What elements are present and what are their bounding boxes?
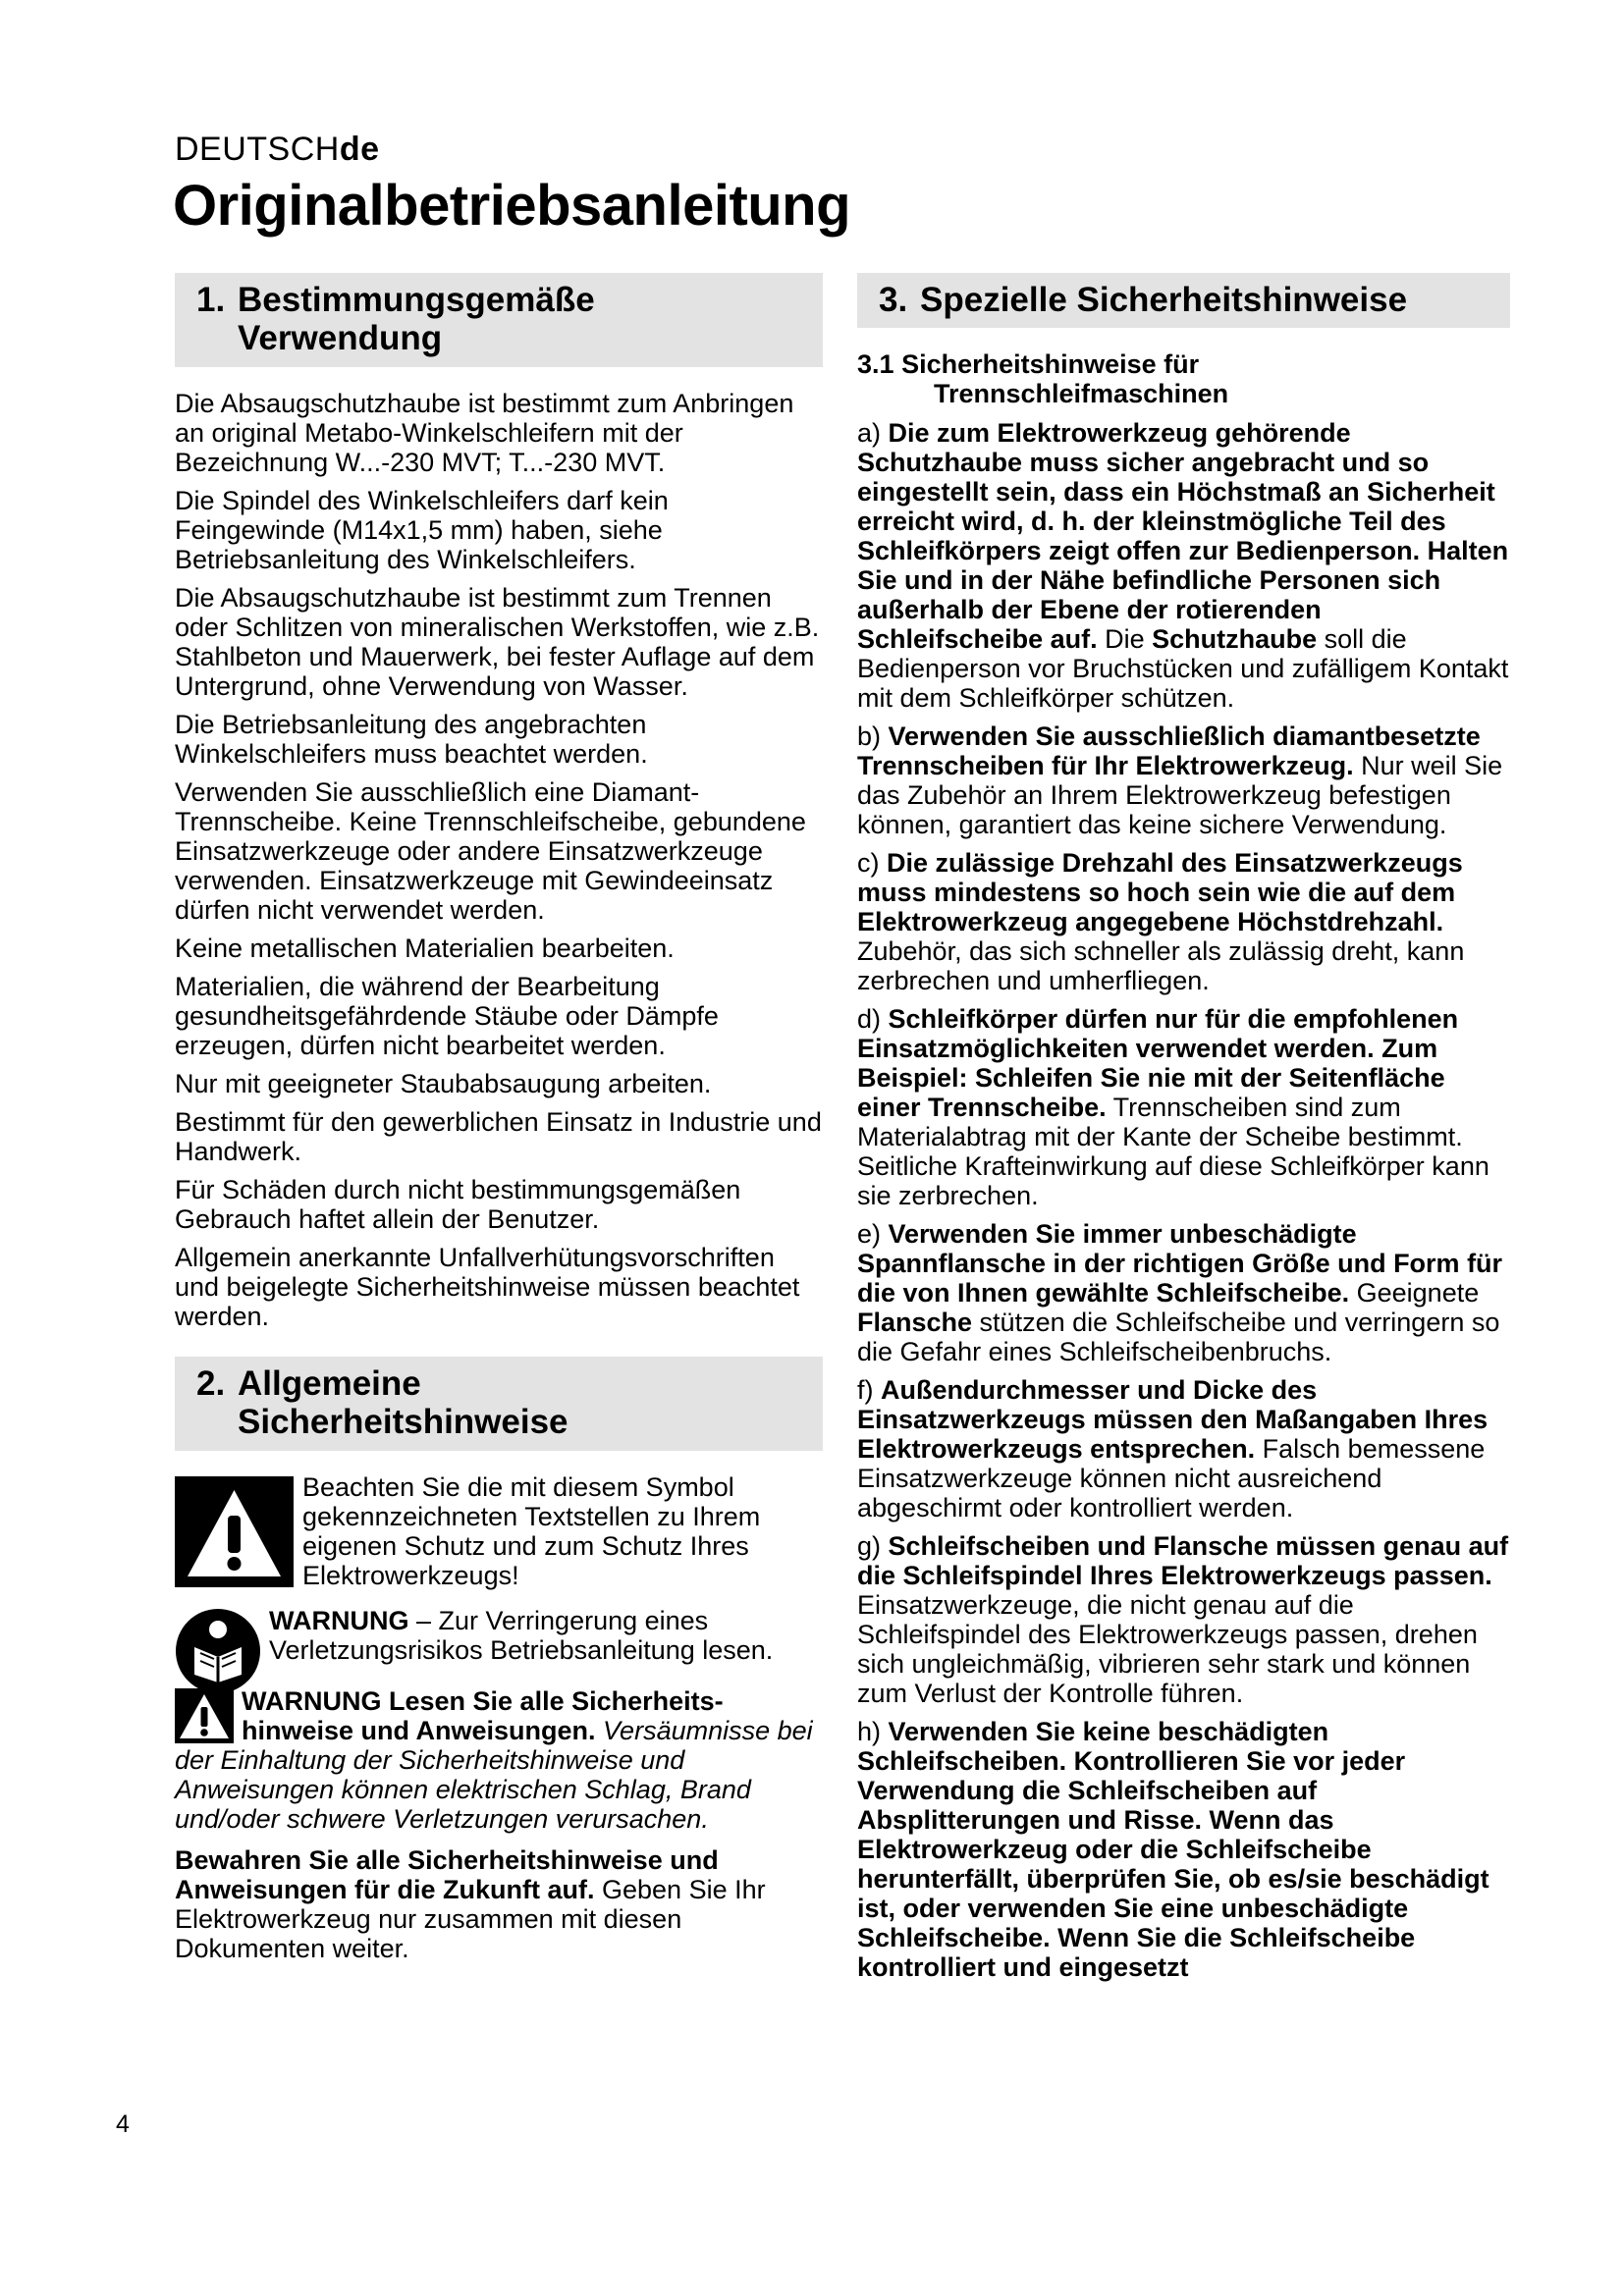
section-2-title-line1: Allgemeine	[238, 1364, 421, 1403]
section-1-paragraph: Nur mit geeigneter Staubabsaugung arbeiten.	[175, 1069, 712, 1098]
safety-item-d	[857, 1004, 1510, 1210]
item-text: Trennscheiben sind zum Materialabtrag mit der Kante der Scheibe bestimmt. Seitliche Krafteinwirkung auf diese Schleifkörper kann sie zerbrechen.	[857, 1093, 1489, 1210]
section-1-paragraph: Die Betriebsanleitung des angebrachten Winkelschleifers muss beachtet werden.	[175, 710, 648, 769]
item-label: b)	[857, 721, 889, 751]
item-bold: Außendurchmesser und Dicke des Einsatzwerkzeugs müssen den Maßangaben Ihres Elektrowerkzeugs entsprechen.	[857, 1375, 1489, 1464]
right-column	[857, 273, 1510, 1991]
safety-item-b	[857, 721, 1510, 839]
item-text: Die	[1097, 624, 1153, 654]
safety-item-c	[857, 848, 1510, 995]
item-label: g)	[857, 1531, 889, 1561]
keep-instructions-text: Geben Sie Ihr Elektrowerkzeug nur zusammen mit diesen Dokumenten weiter.	[175, 1875, 766, 1963]
subsection-title-line2: Trennschleifmaschinen	[934, 379, 1229, 408]
item-bold: Schleifkörper dürfen nur für die empfohlenen Einsatzmöglichkeiten verwendet werden. Zum Beispiel: Schleifen Sie nie mit der Seitenfläche einer Trennscheibe.	[857, 1004, 1459, 1122]
item-bold: Verwenden Sie immer unbeschädigte Spannflansche in der richtigen Größe und Form für die von Ihnen gewählte Schleifscheibe.	[857, 1219, 1503, 1308]
item-bold: Verwenden Sie ausschließlich diamantbesetzte Trennscheiben für Ihr Elektrowerkzeug.	[857, 721, 1481, 780]
section-1-paragraph: Die Absaugschutzhaube ist bestimmt zum Anbringen an original Metabo-Winkelschleifern mit der Bezeichnung W...-230 MVT; T...-230 MVT.	[175, 389, 794, 477]
warning-triangle-small-icon	[175, 1688, 234, 1743]
warning-text: – Zur Verringerung eines Verletzungsrisikos Betriebsanleitung lesen.	[269, 1606, 774, 1665]
section-1-title-line2: Verwendung	[238, 319, 443, 357]
safety-item-f	[857, 1375, 1510, 1522]
item-text-2: soll die Bedienperson vor Bruchstücken und zufälligem Kontakt mit dem Schleifkörper schützen.	[857, 624, 1509, 713]
item-text: Einsatzwerkzeuge, die nicht genau auf die Schleifspindel des Elektrowerkzeugs passen, drehen sich ungleichmäßig, vibrieren sehr stark und können zum Verlust der Kontrolle führen.	[857, 1590, 1478, 1708]
general-warning-bold: WARNUNG Lesen Sie alle Sicherheits-hinweise und Anweisungen.	[242, 1686, 724, 1745]
read-manual-warning	[175, 1606, 823, 1665]
item-label: h)	[857, 1717, 889, 1746]
item-bold: Die zulässige Drehzahl des Einsatzwerkzeugs muss mindestens so hoch sein wie die auf dem Elektrowerkzeug angegebene Höchstdrehzahl.	[857, 848, 1463, 936]
item-text: Nur weil Sie das Zubehör an Ihrem Elektrowerkzeug befestigen können, garantiert das keine sichere Verwendung.	[857, 751, 1503, 839]
safety-item-h	[857, 1717, 1510, 1982]
page-title: Originalbetriebsanleitung	[173, 174, 851, 238]
keep-instructions	[175, 1845, 823, 1963]
item-label: c)	[857, 848, 887, 878]
item-bold-2: Schutzhaube	[1152, 624, 1318, 654]
section-3-heading	[857, 273, 1510, 328]
section-1-paragraph: Für Schäden durch nicht bestimmungsgemäßen Gebrauch haftet allein der Benutzer.	[175, 1175, 741, 1234]
section-3-number: 3.	[879, 281, 908, 319]
page-number: 4	[116, 2110, 130, 2138]
section-1-heading	[175, 273, 823, 367]
read-manual-icon	[175, 1608, 261, 1694]
section-1-title-line1: Bestimmungsgemäße	[238, 281, 595, 319]
item-bold-2: Flansche	[857, 1308, 973, 1337]
read-manual-text	[269, 1606, 823, 1665]
keep-instructions-bold: Bewahren Sie alle Sicherheitshinweise und Anweisungen für die Zukunft auf.	[175, 1845, 719, 1904]
section-1-paragraph: Allgemein anerkannte Unfallverhütungsvorschriften und beigelegte Sicherheitshinweise müssen beachtet werden.	[175, 1243, 800, 1331]
item-bold: Schleifscheiben und Flansche müssen genau auf die Schleifspindel Ihres Elektrowerkzeugs passen.	[857, 1531, 1509, 1590]
safety-item-a	[857, 418, 1510, 713]
item-bold: Verwenden Sie keine beschädigten Schleifscheiben. Kontrollieren Sie vor jeder Verwendung die Schleifscheiben auf Absplitterungen und Risse. Wenn das Elektrowerkzeug oder die Schleifscheibe herunterfällt, überprüfen Sie, ob es/sie beschädigt ist, oder verwenden Sie eine unbeschädigte Schleifscheibe. Wenn Sie die Schleifscheibe kontrolliert und eingesetzt	[857, 1717, 1489, 1982]
item-text: Geeignete	[1349, 1278, 1480, 1308]
language-label	[175, 131, 380, 169]
safety-item-g	[857, 1531, 1510, 1708]
section-1-paragraph: Bestimmt für den gewerblichen Einsatz in Industrie und Handwerk.	[175, 1107, 822, 1166]
item-label: d)	[857, 1004, 889, 1034]
section-2-heading	[175, 1357, 823, 1451]
section-3-title: Spezielle Sicherheitshinweise	[920, 281, 1408, 319]
section-1-paragraph: Keine metallischen Materialien bearbeiten.	[175, 934, 675, 963]
general-warning	[175, 1686, 823, 1834]
item-label: e)	[857, 1219, 889, 1249]
language-code: de	[339, 131, 380, 168]
warning-triangle-icon	[175, 1476, 294, 1587]
symbol-note	[175, 1472, 823, 1590]
section-2-title-line2: Sicherheitshinweise	[238, 1403, 568, 1441]
general-warning-text	[175, 1686, 823, 1834]
item-bold: Die zum Elektrowerkzeug gehörende Schutzhaube muss sicher angebracht und so eingestellt sein, dass ein Höchstmaß an Sicherheit erreicht wird, d. h. der kleinstmögliche Teil des Schleifkörpers zeigt offen zur Bedienperson. Halten Sie und in der Nähe befindliche Personen sich außerhalb der Ebene der rotierenden Schleifscheibe auf.	[857, 418, 1509, 654]
item-label: a)	[857, 418, 889, 448]
section-1-paragraph: Verwenden Sie ausschließlich eine Diamant-Trennscheibe. Keine Trennschleifscheibe, gebundene Einsatzwerkzeuge oder andere Einsatzwerkzeuge verwenden. Einsatzwerkzeuge mit Gewindeeinsatz dürfen nicht verwendet werden.	[175, 777, 806, 925]
section-1-paragraph: Die Spindel des Winkelschleifers darf kein Feingewinde (M14x1,5 mm) haben, siehe Betriebsanleitung des Winkelschleifers.	[175, 486, 669, 574]
item-text-2: stützen die Schleifscheibe und verringern so die Gefahr eines Schleifscheibenbruchs.	[857, 1308, 1500, 1366]
left-column	[175, 273, 823, 1972]
section-1-number: 1.	[196, 281, 226, 319]
subsection-title-line1: Sicherheitshinweise für	[901, 349, 1200, 379]
item-text: Zubehör, das sich schneller als zulässig dreht, kann zerbrechen und umherfliegen.	[857, 936, 1465, 995]
general-warning-italic: Versäumnisse bei der Einhaltung der Sicherheitshinweise und Anweisungen können elektrischen Schlag, Brand und/oder schwere Verletzungen verursachen.	[175, 1716, 813, 1834]
subsection-number: 3.1	[857, 349, 894, 379]
language-name: DEUTSCH	[175, 131, 340, 168]
section-2-number: 2.	[196, 1364, 226, 1403]
section-1-paragraph: Materialien, die während der Bearbeitung gesundheitsgefährdende Stäube oder Dämpfe erzeugen, dürfen nicht bearbeitet werden.	[175, 972, 719, 1060]
warning-label: WARNUNG	[269, 1606, 409, 1635]
section-1-paragraph: Die Absaugschutzhaube ist bestimmt zum Trennen oder Schlitzen von mineralischen Werkstoffen, wie z.B. Stahlbeton und Mauerwerk, bei fester Auflage auf dem Untergrund, ohne Verwendung von Wasser.	[175, 583, 820, 701]
item-label: f)	[857, 1375, 881, 1405]
item-text: Falsch bemessene Einsatzwerkzeuge können nicht ausreichend abgeschirmt oder kontrolliert werden.	[857, 1434, 1486, 1522]
subsection-3-1-heading	[857, 349, 1510, 408]
symbol-note-text: Beachten Sie die mit diesem Symbol gekennzeichneten Textstellen zu Ihrem eigenen Schutz und zum Schutz Ihres Elektrowerkzeugs!	[302, 1472, 761, 1590]
safety-item-e	[857, 1219, 1510, 1366]
